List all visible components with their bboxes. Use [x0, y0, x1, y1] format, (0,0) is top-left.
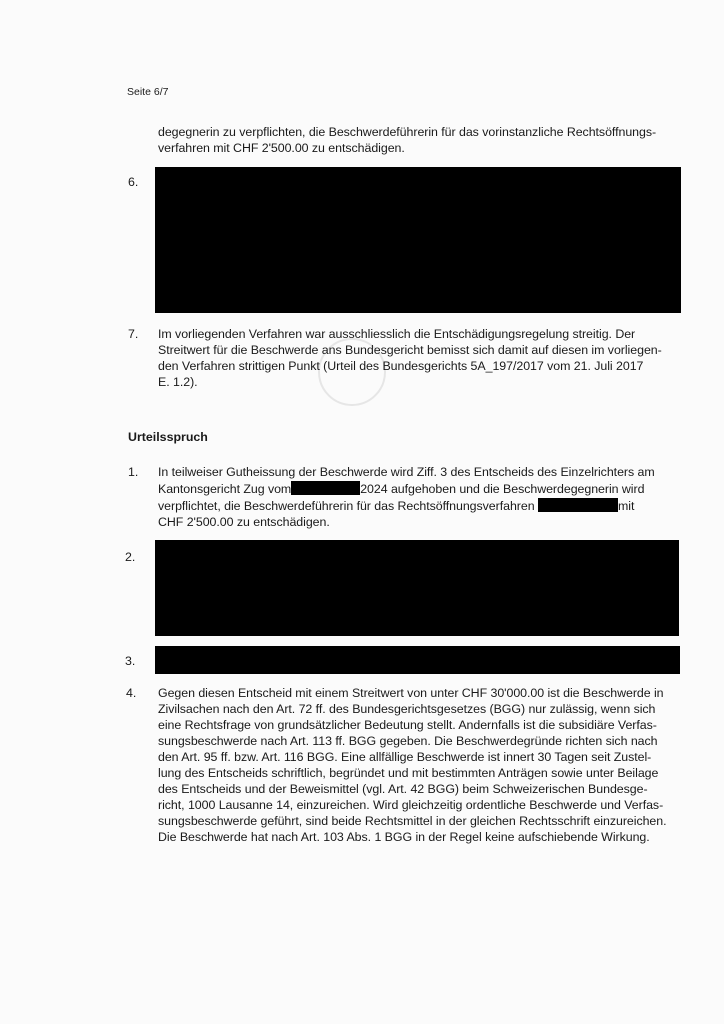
urteil-item-1-number: 1. [128, 465, 139, 479]
item-7-number: 7. [128, 327, 139, 341]
redaction-block-item-2 [155, 540, 679, 636]
item-6-number: 6. [128, 175, 139, 189]
urteil-item-4-line-3: eine Rechtsfrage von grundsätzlicher Bedeutung stellt. Andernfalls ist die subsidiäre Verfas- [158, 718, 657, 732]
urteil-item-1-line-3-end: mit [617, 499, 635, 513]
urteil-item-1-line-1: In teilweiser Gutheissung der Beschwerde wird Ziff. 3 des Entscheids des Einzelrichters am [158, 465, 655, 479]
urteil-item-1-line-3-start: verpflichtet, die Beschwerdeführerin für das Rechtsöffnungsverfahren [158, 499, 535, 513]
page-number: Seite 6/7 [127, 86, 169, 98]
inline-redaction-case [538, 498, 618, 512]
urteil-item-1-line-2 [158, 481, 644, 498]
urteil-item-4-line-1: Gegen diesen Entscheid mit einem Streitwert von unter CHF 30'000.00 ist die Beschwerde in [158, 686, 664, 700]
urteil-item-3-number: 3. [125, 654, 136, 668]
urteil-item-4-line-9: sungsbeschwerde geführt, sind beide Rechtsmittel in der gleichen Rechtsschrift einzureichen. [158, 814, 667, 828]
urteil-item-1-line-2-end: 2024 aufgehoben und die Beschwerdegegnerin wird [360, 482, 645, 496]
continuation-line-1: degegnerin zu verpflichten, die Beschwerdeführerin für das vorinstanzliche Rechtsöffnungs- [158, 125, 657, 139]
section-heading-urteilsspruch: Urteilsspruch [128, 430, 208, 444]
urteil-item-2-number: 2. [125, 550, 136, 564]
urteil-item-1-line-3 [158, 498, 634, 515]
urteil-item-4-line-7: des Entscheids und der Beweismittel (vgl. Art. 42 BGG) beim Schweizerischen Bundesge- [158, 782, 648, 796]
item-7-line-4: E. 1.2). [158, 375, 198, 389]
urteil-item-4-line-10: Die Beschwerde hat nach Art. 103 Abs. 1 BGG in der Regel keine aufschiebende Wirkung. [158, 830, 650, 844]
redaction-block-item-3 [155, 646, 680, 674]
item-7-line-1: Im vorliegenden Verfahren war ausschliesslich die Entschädigungsregelung streitig. Der [158, 327, 636, 341]
inline-redaction-date [291, 481, 360, 495]
redaction-block-item-6 [155, 167, 681, 313]
item-7-line-3: den Verfahren strittigen Punkt (Urteil des Bundesgerichts 5A_197/2017 vom 21. Juli 2017 [158, 359, 644, 373]
urteil-item-1-line-2-start: Kantonsgericht Zug vom [158, 482, 292, 496]
urteil-item-4-line-2: Zivilsachen nach den Art. 72 ff. des Bundesgerichtsgesetzes (BGG) nur zulässig, wenn sich [158, 702, 656, 716]
urteil-item-1-line-4: CHF 2'500.00 zu entschädigen. [158, 515, 330, 529]
urteil-item-4-line-6: lung des Entscheids schriftlich, begründet und mit bestimmten Anträgen sowie unter Beilage [158, 766, 659, 780]
urteil-item-4-number: 4. [126, 686, 137, 700]
continuation-line-2: verfahren mit CHF 2'500.00 zu entschädigen. [158, 141, 405, 155]
urteil-item-4-line-5: den Art. 95 ff. bzw. Art. 116 BGG. Eine allfällige Beschwerde ist innert 30 Tagen seit Zustel- [158, 750, 652, 764]
item-7-line-2: Streitwert für die Beschwerde ans Bundesgericht bemisst sich damit auf diesen im vorliegen- [158, 343, 662, 357]
urteil-item-4-line-8: richt, 1000 Lausanne 14, einzureichen. Wird gleichzeitig ordentliche Beschwerde und Verfas- [158, 798, 664, 812]
urteil-item-4-line-4: sungsbeschwerde nach Art. 113 ff. BGG gegeben. Die Beschwerdegründe richten sich nach [158, 734, 658, 748]
